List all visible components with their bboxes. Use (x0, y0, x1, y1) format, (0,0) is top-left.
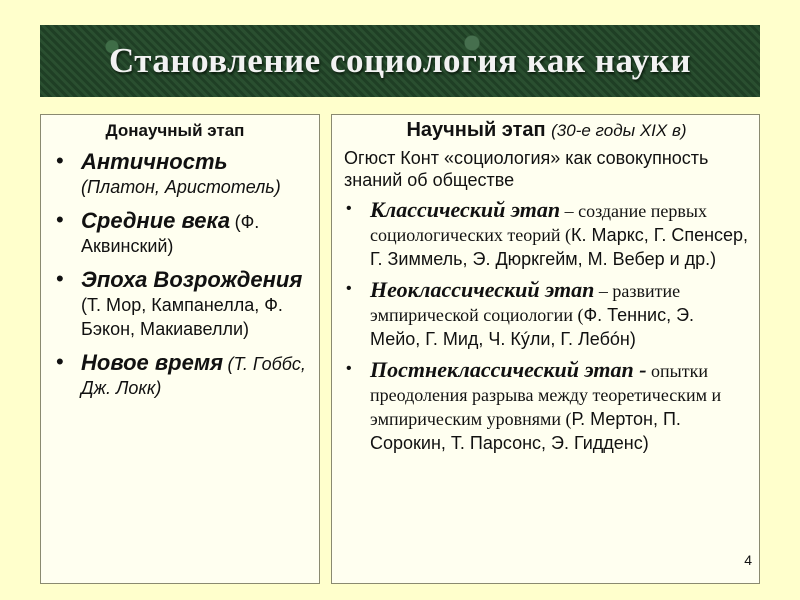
bullet-icon: • (56, 207, 64, 232)
prescientific-heading: Донаучный этап (105, 121, 245, 140)
list-item (53, 350, 309, 400)
stage-list (344, 197, 749, 455)
era-name: Новое время (81, 350, 224, 375)
era-list (53, 149, 309, 400)
list-item (344, 277, 749, 351)
page-number: 4 (744, 552, 752, 568)
list-item (53, 208, 309, 258)
stage-names: К. Маркс, Г. Спенсер, Г. Зиммель, Э. Дюркгейм, М. Вебер и др.) (370, 225, 749, 269)
list-item (344, 357, 749, 455)
bullet-icon: • (346, 200, 352, 217)
scientific-intro: Огюст Конт «социология» как совокупность знаний об обществе (344, 148, 709, 190)
era-name: Средние века (81, 208, 231, 233)
era-names: (Ф. Аквинский) (81, 212, 260, 256)
era-name: Античность (81, 149, 228, 174)
era-names: (Т. Мор, Кампанелла, Ф. Бэкон, Макиавелли) (81, 295, 283, 339)
slide-title: Становление социология как науки (108, 41, 691, 80)
bullet-icon: • (346, 280, 352, 297)
stage-description: опытки преодоления разрыва между теоретическим и эмпирическим уровнями ( (370, 361, 722, 429)
stage-names: Р. Мертон, П. Сорокин, Т. Парсонс, Э. Гидденс) (370, 409, 681, 453)
stage-name: Неоклассический этап (370, 277, 595, 302)
scientific-heading-period: (30-е годы XIX в) (551, 121, 687, 140)
scientific-panel (331, 114, 760, 584)
bullet-icon: • (56, 349, 64, 374)
stage-name: Постнеклассический этап - (370, 357, 647, 382)
list-item (53, 267, 309, 341)
list-item (344, 197, 749, 271)
prescientific-panel (40, 114, 320, 584)
stage-names: Ф. Теннис, Э. Мейо, Г. Мид, Ч. Кýли, Г. Лебóн) (370, 305, 695, 349)
scientific-heading-label: Научный этап (406, 119, 546, 141)
scientific-heading (344, 119, 749, 142)
stage-description: – создание первых социологических теорий ( (370, 201, 707, 245)
bullet-icon: • (346, 360, 352, 377)
bullet-icon: • (56, 266, 64, 291)
stage-name: Классический этап (370, 197, 561, 222)
bullet-icon: • (56, 148, 64, 173)
stage-description: – развитие эмпирической социологии ( (370, 281, 681, 325)
era-name: Эпоха Возрождения (81, 267, 303, 292)
title-banner (40, 25, 760, 97)
era-names: (Т. Гоббс, Дж. Локк) (81, 354, 306, 398)
era-names: (Платон, Аристотель) (81, 177, 281, 197)
list-item (53, 149, 309, 199)
